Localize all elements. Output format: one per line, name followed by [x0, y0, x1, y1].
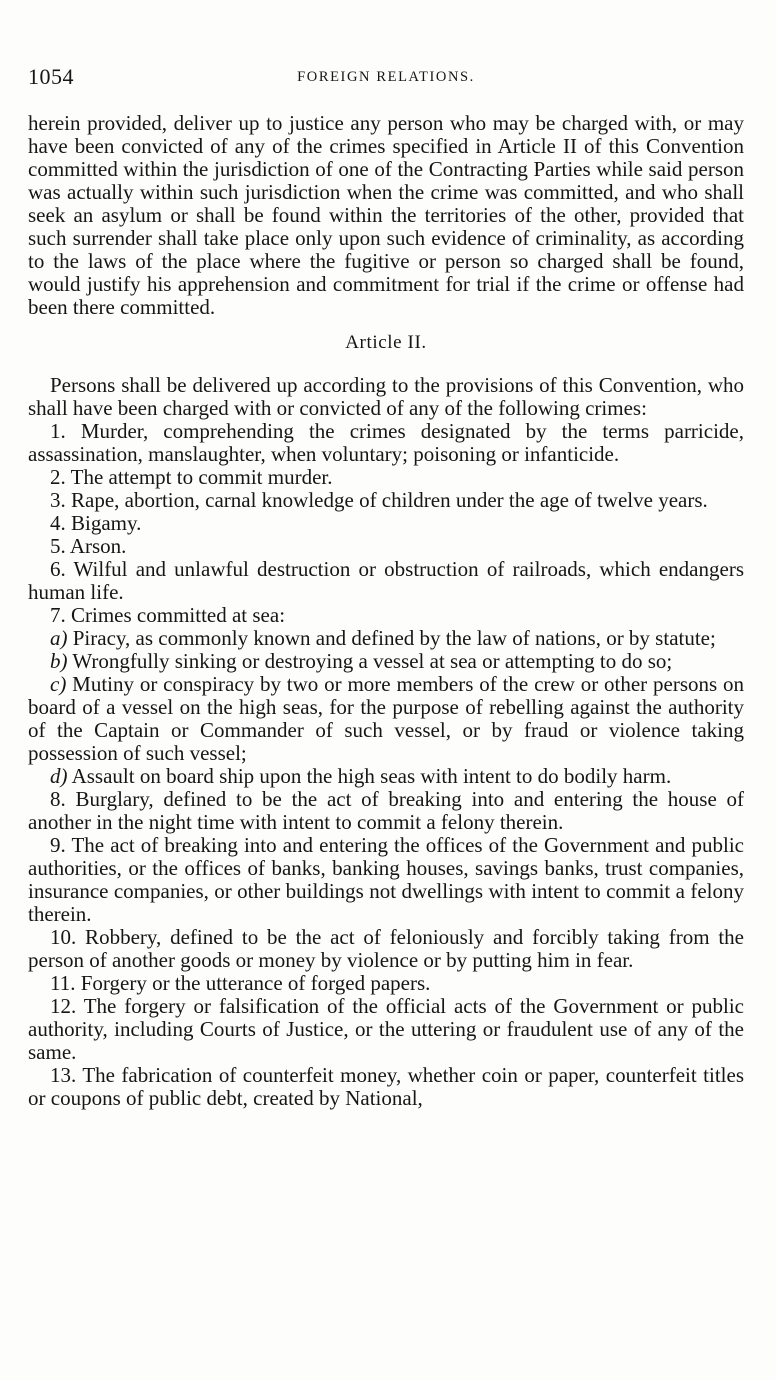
sea-item-d-label: d)	[50, 764, 68, 788]
list-item-8: 8. Burglary, defined to be the act of breaking into and entering the house of another in the night time with intent to commit a felony therein.	[28, 787, 744, 834]
list-item-3: 3. Rape, abortion, carnal knowledge of children under the age of twelve years.	[50, 488, 708, 512]
list-item-12: 12. The forgery or falsification of the official acts of the Government or public authority, including Courts of Justice, or the uttering or fraudulent use of any of the same.	[28, 994, 744, 1064]
list-item-7: 7. Crimes committed at sea:	[50, 603, 286, 627]
running-title: FOREIGN RELATIONS.	[297, 69, 475, 85]
sea-item-c-label: c)	[50, 672, 67, 696]
sea-item-b	[28, 650, 744, 673]
list-item-5: 5. Arson.	[50, 534, 127, 558]
sea-item-a-label: a)	[50, 626, 68, 650]
list-item-2: 2. The attempt to commit murder.	[50, 465, 333, 489]
opening-paragraph: herein provided, deliver up to justice any person who may be charged with, or may have been convicted of any of the crimes specified in Article II of this Convention committed within the jurisdiction of one of the Contracting Parties while said person was actually within such jurisdiction when the crime was committed, and who shall seek an asylum or shall be found within the territories of the other, provided that such surrender shall take place only upon such evidence of criminality, as according to the laws of the place where the fugitive or person so charged shall be found, would justify his apprehension and commitment for trial if the crime or offense had been there committed.	[28, 111, 744, 319]
sea-item-b-label: b)	[50, 649, 68, 673]
sea-item-a	[28, 627, 744, 650]
article-intro: Persons shall be delivered up according to the provisions of this Convention, who shall have been charged with or convicted of any of the following crimes:	[28, 373, 744, 420]
article-heading: Article II.	[345, 332, 427, 353]
sea-item-d-text: Assault on board ship upon the high seas with intent to do bodily harm.	[71, 764, 672, 788]
list-item-4: 4. Bigamy.	[50, 511, 142, 535]
list-item-6: 6. Wilful and unlawful destruction or obstruction of railroads, which endangers human life.	[28, 557, 744, 604]
sea-item-d	[28, 765, 744, 788]
running-header	[28, 64, 744, 94]
list-item-13: 13. The fabrication of counterfeit money, whether coin or paper, counterfeit titles or coupons of public debt, created by National,	[28, 1063, 744, 1110]
sea-item-c	[28, 673, 744, 765]
sea-item-b-text: Wrongfully sinking or destroying a vessel at sea or attempting to do so;	[72, 649, 673, 673]
list-item-11: 11. Forgery or the utterance of forged papers.	[50, 971, 431, 995]
sea-item-a-text: Piracy, as commonly known and defined by the law of nations, or by statute;	[72, 626, 716, 650]
page-number: 1054	[28, 64, 74, 89]
sea-item-c-text: Mutiny or conspiracy by two or more members of the crew or other persons on board of a vessel on the high seas, for the purpose of rebelling against the authority of the Captain or Commander of such vessel, or by fraud or violence taking possession of such vessel;	[28, 672, 745, 765]
list-item-10: 10. Robbery, defined to be the act of feloniously and forcibly taking from the person of another goods or money by violence or by putting him in fear.	[28, 925, 744, 972]
list-item-1: 1. Murder, comprehending the crimes designated by the terms parricide, assassination, manslaughter, when voluntary; poisoning or infanticide.	[28, 419, 744, 466]
body-text	[28, 112, 744, 1110]
list-item-9: 9. The act of breaking into and entering the offices of the Government and public authorities, or the offices of banks, banking houses, savings banks, trust companies, insurance companies, or other buildings not dwellings with intent to commit a felony therein.	[28, 833, 744, 926]
